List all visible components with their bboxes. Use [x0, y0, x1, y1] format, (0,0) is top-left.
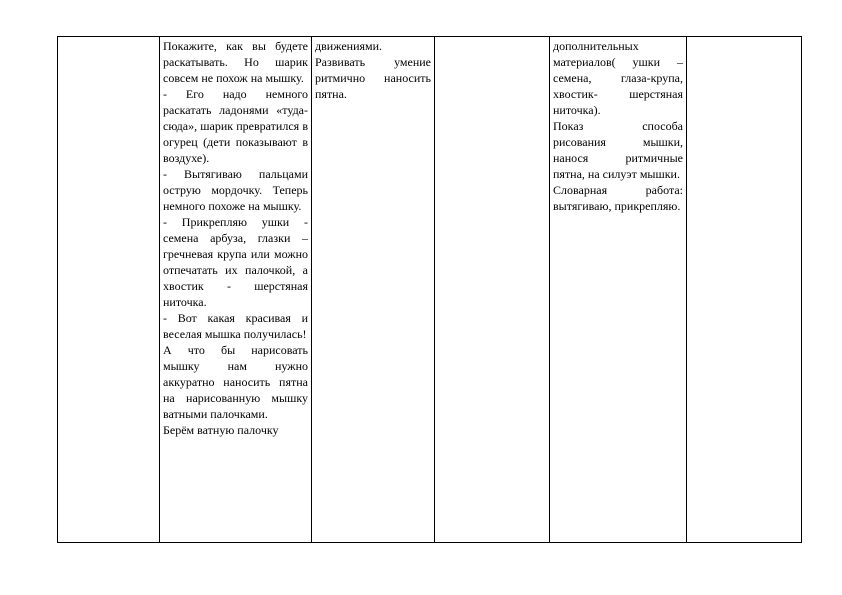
- table-cell-1: [58, 37, 160, 543]
- cell-text: движениями. Развивать умение ритмично наносить пятна.: [315, 39, 431, 101]
- table-cell-goals: [312, 37, 435, 543]
- lesson-plan-table: [57, 36, 802, 543]
- table-cell-methods: [550, 37, 687, 543]
- table-cell-4: [435, 37, 550, 543]
- table-cell-6: [687, 37, 802, 543]
- cell-text: дополнительных материалов( ушки – семена, глаза-крупа, хвостик- шерстяная ниточка). Показ способа рисования мышки, нанося ритмичные пятна, на силуэт мышки. Словарная работа: вытягиваю, прикрепляю.: [553, 39, 683, 213]
- table-cell-teacher-activity: [160, 37, 312, 543]
- table-row: [58, 37, 802, 543]
- cell-text: Покажите, как вы будете раскатывать. Но шарик совсем не похож на мышку. - Его надо немного раскатать ладонями «туда-сюда», шарик превратился в огурец (дети показывают в воздухе). - Вытягиваю пальцами острую мордочку. Теперь немного похоже на мышку. - Прикрепляю ушки - семена арбуза, глазки – гречневая крупа или можно отпечатать их палочкой, а хвостик - шерстяная ниточка. - Вот какая красивая и веселая мышка получилась! А что бы нарисовать мышку нам нужно аккуратно наносить пятна на нарисованную мышку ватными палочками. Берём ватную палочку: [163, 39, 308, 437]
